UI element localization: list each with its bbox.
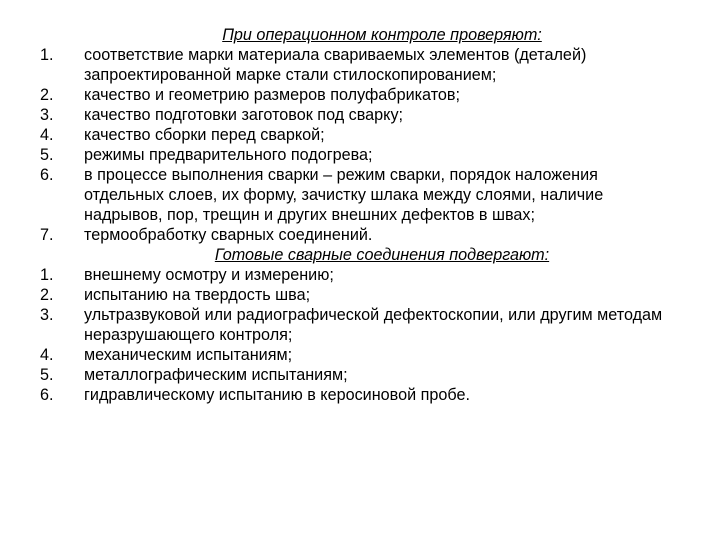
- section1-heading: При операционном контроле проверяют:: [222, 26, 542, 44]
- item-number: 6.: [40, 386, 54, 404]
- item-text: режимы предварительного подогрева;: [84, 146, 373, 164]
- item-text: ультразвуковой или радиографической дефектоскопии, или другим методам неразрушающего контроля;: [84, 306, 663, 344]
- item-text: термообработку сварных соединений.: [84, 226, 373, 244]
- list-item: [40, 125, 680, 145]
- item-text: гидравлическому испытанию в керосиновой пробе.: [84, 386, 470, 404]
- list-item: [40, 165, 680, 225]
- item-number: 5.: [40, 146, 54, 164]
- list-item: [40, 305, 680, 345]
- item-number: 2.: [40, 86, 54, 104]
- slide-content: [40, 25, 680, 405]
- list-item: [40, 385, 680, 405]
- item-text: качество подготовки заготовок под сварку;: [84, 106, 404, 124]
- item-number: 2.: [40, 286, 54, 304]
- list-item: [40, 345, 680, 365]
- item-text: испытанию на твердость шва;: [84, 286, 311, 304]
- item-text: внешнему осмотру и измерению;: [84, 266, 334, 284]
- item-number: 3.: [40, 306, 54, 324]
- list-item: [40, 85, 680, 105]
- item-number: 1.: [40, 266, 54, 284]
- item-text: качество и геометрию размеров полуфабрикатов;: [84, 86, 461, 104]
- list-item: [40, 45, 680, 85]
- item-text: соответствие марки материала свариваемых элементов (деталей) запроектированной марке стали стилоскопированием;: [84, 46, 587, 84]
- item-number: 4.: [40, 126, 54, 144]
- item-number: 4.: [40, 346, 54, 364]
- item-number: 3.: [40, 106, 54, 124]
- list-item: [40, 145, 680, 165]
- item-text: механическим испытаниям;: [84, 346, 293, 364]
- section2-heading: Готовые сварные соединения подвергают:: [214, 246, 550, 264]
- list-item: [40, 365, 680, 385]
- item-number: 6.: [40, 166, 54, 184]
- item-number: 5.: [40, 366, 54, 384]
- item-number: 1.: [40, 46, 54, 64]
- item-text: качество сборки перед сваркой;: [84, 126, 325, 144]
- item-text: металлографическим испытаниям;: [84, 366, 348, 384]
- item-text: в процессе выполнения сварки – режим сварки, порядок наложения отдельных слоев, их форму, зачистку шлака между слоями, наличие надрывов, пор, трещин и других внешних дефектов в швах;: [84, 166, 604, 224]
- list-item: [40, 225, 680, 245]
- item-number: 7.: [40, 226, 54, 244]
- list-item: [40, 285, 680, 305]
- list-item: [40, 265, 680, 285]
- list-item: [40, 105, 680, 125]
